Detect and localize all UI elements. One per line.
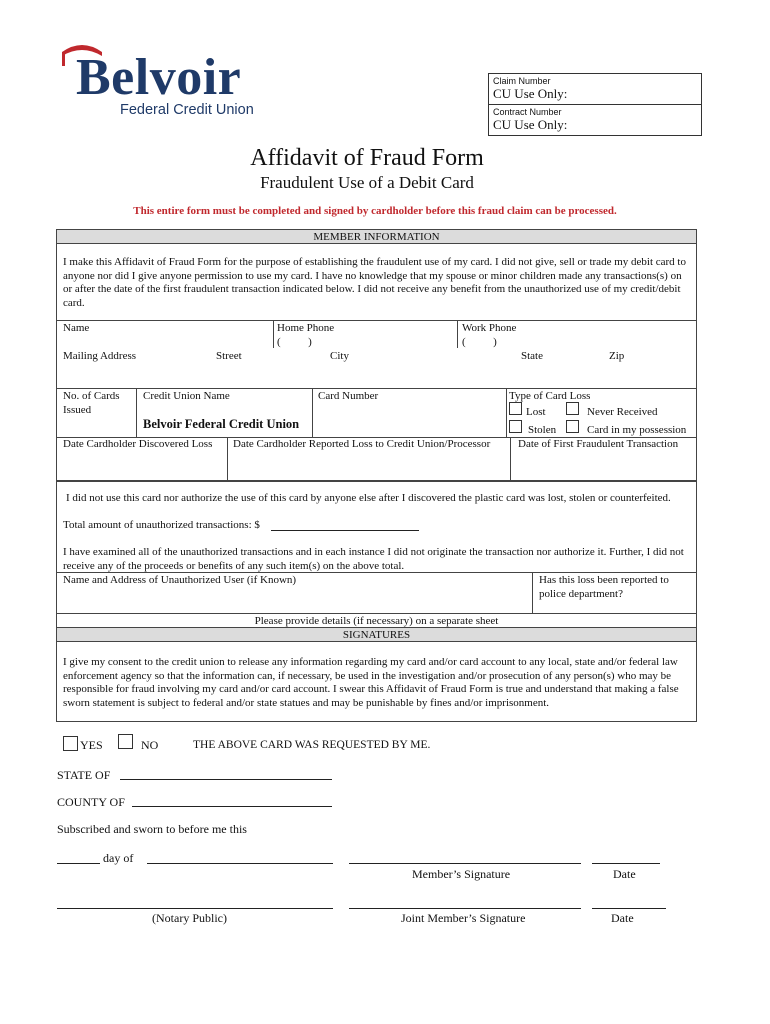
state-of-label: STATE OF (57, 768, 111, 782)
stolen-label: Stolen (528, 424, 557, 436)
logo-subtitle: Federal Credit Union (120, 102, 254, 118)
never-received-label: Never Received (587, 406, 658, 418)
details-note: Please provide details (if necessary) on a separate sheet (254, 615, 499, 627)
type-loss-label: Type of Card Loss (509, 390, 591, 402)
yes-checkbox[interactable] (63, 736, 78, 751)
member-info-paragraph: I make this Affidavit of Fraud Form for the purpose of establishing the fraudulent use of my card. I did not give, sell or trade my debit card to anyone nor did I give anyone permission to use my card. I have no knowledge that my spouse or minor children made any transactions(s) on or after the date of the first fraudulent transaction indicated below. I did not receive any benefit from the unauthorized use of my credit/debit card. (63, 256, 686, 309)
not-used-statement: I did not use this card nor authorize the use of this card by anyone else after I discovered the plastic card was lost, stolen or counterfeited. (66, 492, 671, 504)
page-subtitle: Fraudulent Use of a Debit Card (260, 173, 474, 192)
member-info-header: MEMBER INFORMATION (56, 229, 697, 244)
day-line[interactable] (57, 863, 100, 864)
claim-number-label: Claim Number (493, 76, 551, 86)
home-phone-paren[interactable]: ( ) (277, 336, 312, 348)
signatures-header: SIGNATURES (56, 627, 697, 642)
work-phone-paren[interactable]: ( ) (462, 336, 497, 348)
page-title: Affidavit of Fraud Form (250, 145, 484, 171)
notary-label: (Notary Public) (152, 911, 227, 925)
name-label: Name (63, 322, 90, 334)
state-label: State (521, 350, 543, 362)
total-amount-label: Total amount of unauthorized transactions: $ (63, 519, 260, 531)
date-discovered-label: Date Cardholder Discovered Loss (63, 438, 213, 450)
claim-number-value[interactable]: CU Use Only: (493, 86, 568, 101)
in-possession-label: Card in my possession (587, 424, 687, 436)
joint-date-label: Date (611, 911, 634, 925)
requested-text: THE ABOVE CARD WAS REQUESTED BY ME. (193, 739, 431, 751)
never-received-checkbox[interactable] (566, 402, 579, 415)
month-line[interactable] (147, 863, 333, 864)
claim-box (488, 73, 702, 136)
lost-checkbox[interactable] (509, 402, 522, 415)
cu-name-label: Credit Union Name (143, 390, 230, 402)
no-label: NO (141, 738, 159, 752)
day-of-label: day of (103, 851, 134, 865)
work-phone-label: Work Phone (462, 322, 517, 334)
joint-signature-line[interactable] (349, 908, 581, 909)
contract-number-value[interactable]: CU Use Only: (493, 117, 568, 132)
member-date-line[interactable] (592, 863, 660, 864)
logo-name: Belvoir (76, 49, 242, 106)
card-number-label: Card Number (318, 390, 379, 402)
no-checkbox[interactable] (118, 734, 133, 749)
stolen-checkbox[interactable] (509, 420, 522, 433)
lost-label: Lost (526, 406, 546, 418)
notary-line[interactable] (57, 908, 333, 909)
examined-statement: I have examined all of the unauthorized transactions and in each instance I did not originate the transaction nor authorize it. Further, I did not receive any of the proceeds or benefits of any such item(s) on the above total. (63, 546, 684, 572)
yes-label: YES (80, 738, 103, 752)
subscribed-text: Subscribed and sworn to before me this (57, 822, 247, 836)
total-amount-line[interactable] (271, 530, 419, 531)
date-reported-label: Date Cardholder Reported Loss to Credit Union/Processor (233, 438, 491, 450)
num-cards-label: No. of Cards Issued (63, 390, 120, 416)
member-date-label: Date (613, 867, 636, 881)
home-phone-label: Home Phone (277, 322, 335, 334)
joint-signature-label: Joint Member’s Signature (401, 911, 526, 925)
county-of-line[interactable] (132, 806, 332, 807)
city-label: City (330, 350, 349, 362)
warning-text: This entire form must be completed and signed by cardholder before this fraud claim can be processed. (133, 205, 617, 217)
consent-paragraph: I give my consent to the credit union to release any information regarding my card and/or card account to any local, state and/or federal law enforcement agency so that the information can, if necessary, be used in the investigation and/or prosecution of any person(s) who may be responsible for fraud involving my card and/or card account. I swear this Affidavit of Fraud Form is true and understand that making a false sworn statement is subject to federal and/or state statues and may be punishable by fines and/or imprisonment. (63, 656, 679, 709)
county-of-label: COUNTY OF (57, 795, 125, 809)
joint-date-line[interactable] (592, 908, 666, 909)
state-of-line[interactable] (120, 779, 332, 780)
member-signature-line[interactable] (349, 863, 581, 864)
contract-number-label: Contract Number (493, 107, 562, 117)
cu-name-value: Belvoir Federal Credit Union (143, 417, 300, 431)
in-possession-checkbox[interactable] (566, 420, 579, 433)
member-signature-label: Member’s Signature (412, 867, 511, 881)
mailing-address-label: Mailing Address (63, 350, 137, 362)
street-label: Street (216, 350, 242, 362)
date-first-fraud-label: Date of First Fraudulent Transaction (518, 438, 679, 450)
unauth-user-label: Name and Address of Unauthorized User (if Known) (63, 574, 297, 586)
police-label: Has this loss been reported to police department? (539, 574, 669, 600)
zip-label: Zip (609, 350, 625, 362)
